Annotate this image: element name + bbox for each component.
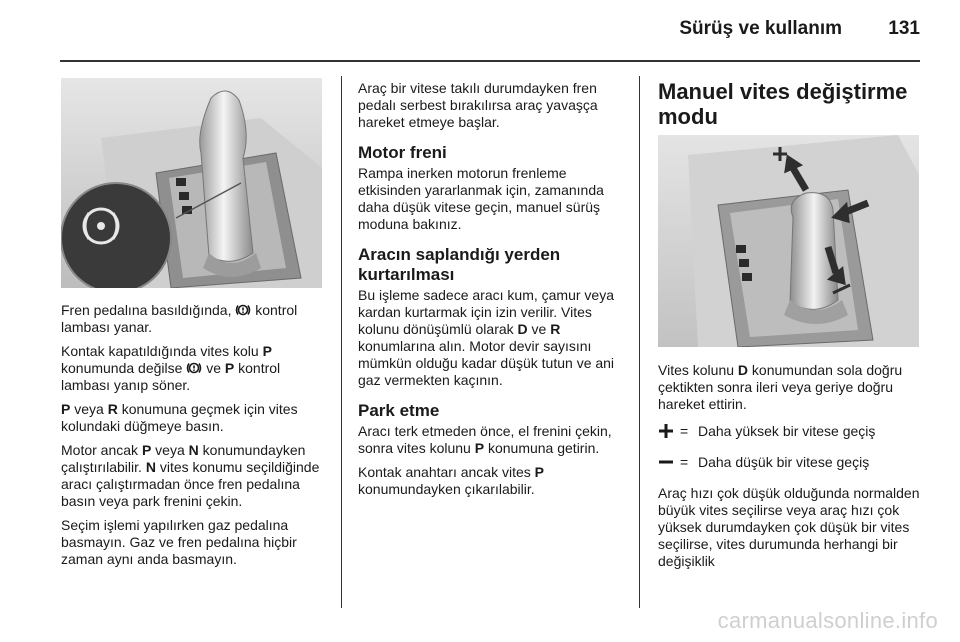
header-rule xyxy=(60,60,920,62)
key-removal-paragraph: Kontak anahtarı ancak vites P konumundayken çıkarılabilir. xyxy=(358,464,545,497)
legend-row-upshift: = Daha yüksek bir vitese geçiş xyxy=(658,423,922,440)
rocking-paragraph: Bu işleme sadece aracı kum, çamur veya kardan kurtarmak için izin verilir. Vites kolunu dönüşümlü olarak D ve R konumlarına alın. Motor devir sayısını mümkün olduğu kadar düşük tutun ve ani gaz vermekten kaçının. xyxy=(358,287,615,388)
gear-lever-brake-lamp-figure xyxy=(61,78,322,288)
column-1 xyxy=(61,302,331,575)
ignition-off-paragraph: Kontak kapatıldığında vites kolu P konumunda değilse ve P kontrol lambası yanıp söner. xyxy=(61,343,281,393)
engine-brake-heading: Motor freni xyxy=(358,143,447,162)
engine-start-paragraph: Motor ancak P veya N konumundayken çalıştırılabilir. N vites konumu seçildiğinde aracı çalıştırmadan önce fren pedalına basın veya park frenini çekin. xyxy=(61,442,320,509)
parking-paragraph: Aracı terk etmeden önce, el frenini çekin, sonra vites kolunu P konumuna getirin. xyxy=(358,423,612,456)
plus-icon xyxy=(658,423,680,440)
column-3 xyxy=(658,79,922,129)
column-divider-2 xyxy=(639,76,640,608)
minus-icon xyxy=(658,454,680,471)
brake-lamp-icon xyxy=(186,361,202,375)
speed-limit-paragraph: Araç hızı çok düşük olduğunda normalden büyük vites seçilirse veya araç hızı çok yüksek durumdayken çok düşük bir vites seçilirse, vites durumunda herhangi bir değişiklik xyxy=(658,485,920,569)
legend-upshift-label: Daha yüksek bir vitese geçiş xyxy=(698,423,876,439)
column-2 xyxy=(358,80,630,505)
page-number: 131 xyxy=(888,18,920,39)
engine-brake-paragraph: Rampa inerken motorun frenleme etkisinden yararlanmak için, zamanında daha düşük vitese geçin, manuel sürüş moduna bakınız. xyxy=(358,165,604,232)
rocking-heading: Aracın saplandığı yerden kurtarılması xyxy=(358,245,561,284)
header-title: Sürüş ve kullanım xyxy=(679,18,842,39)
manual-mode-paragraph: Vites kolunu D konumundan sola doğru çektikten sonra ileri veya geriye doğru hareket ettirin. xyxy=(658,362,903,412)
creep-paragraph: Araç bir vitese takılı durumdayken fren pedalı serbest bırakılırsa araç yavaşça hareket etmeye başlar. xyxy=(358,80,598,130)
manual-shift-figure xyxy=(658,135,919,347)
column-3-body xyxy=(658,362,922,577)
parking-heading: Park etme xyxy=(358,401,440,420)
page-header xyxy=(0,14,960,46)
legend-downshift-label: Daha düşük bir vitese geçiş xyxy=(698,454,870,470)
brake-lamp-icon xyxy=(235,303,251,317)
manual-mode-heading: Manuel vites değiştirme modu xyxy=(658,79,908,129)
watermark: carmanualsonline.info xyxy=(717,608,938,633)
column-divider-1 xyxy=(341,76,342,608)
legend-row-downshift: = Daha düşük bir vitese geçiş xyxy=(658,454,922,471)
pedal-warning-paragraph: Seçim işlemi yapılırken gaz pedalına basmayın. Gaz ve fren pedalına hiçbir zaman aynı anda basmayın. xyxy=(61,517,297,567)
button-paragraph: P veya R konumuna geçmek için vites kolundaki düğmeye basın. xyxy=(61,401,298,434)
brake-lamp-paragraph: Fren pedalına basıldığında, kontrol lambası yanar. xyxy=(61,302,298,335)
